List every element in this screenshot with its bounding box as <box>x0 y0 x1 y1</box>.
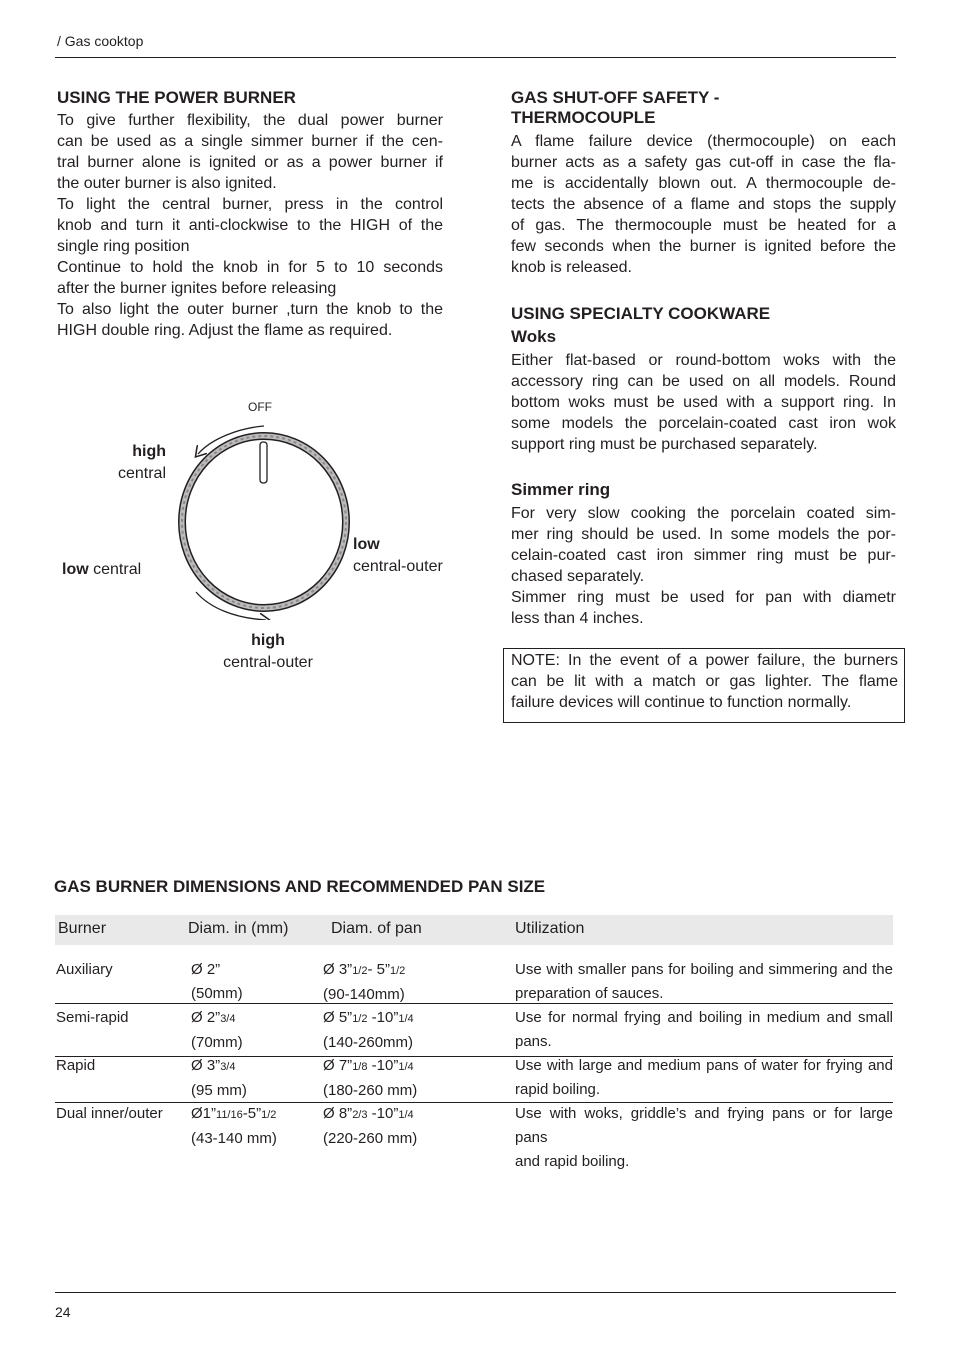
low-central-text: central <box>93 561 142 578</box>
diam-main: Ø1” <box>191 1105 217 1122</box>
safety-heading-line: THERMOCOUPLE <box>511 108 656 127</box>
utilization-line: Use with smaller pans for boiling and simmering and the <box>515 961 893 978</box>
utilization-line: and rapid boiling. <box>515 1153 630 1170</box>
utilization-line: Use for normal frying and boiling in medium and small pans. <box>515 1009 893 1050</box>
diameter-cell <box>191 1102 277 1151</box>
high-outer-text: central-outer <box>223 654 313 671</box>
diam-main: Ø 2” <box>191 961 221 978</box>
diam-main: Ø 2” <box>191 1009 221 1026</box>
pan-frac2: 1/4 <box>398 1061 414 1073</box>
text-line: tects the absence of a flame and stops the supply <box>511 196 896 213</box>
high-central-label <box>112 441 166 485</box>
text-line: knob and turn it anti-clockwise to the HIGH of the <box>57 217 443 234</box>
text-line: mer ring should be used. In some models the por- <box>511 526 896 543</box>
pan-frac2: 1/4 <box>398 1013 414 1025</box>
footer-rule <box>55 1292 896 1293</box>
pan-main: Ø 7” <box>323 1057 353 1074</box>
pan-main: Ø 8” <box>323 1105 353 1122</box>
burner-cell: Dual inner/outer <box>56 1105 163 1122</box>
diam-mm: (50mm) <box>191 985 243 1002</box>
text-line: support ring must be purchased separately. <box>511 436 818 453</box>
utilization-cell <box>515 1006 893 1054</box>
safety-heading-line: GAS SHUT-OFF SAFETY - <box>511 88 720 107</box>
pan-mm: (140-260mm) <box>323 1034 414 1051</box>
text-line: celain-coated cast iron simmer ring must be pur- <box>511 547 896 564</box>
burner-cell: Auxiliary <box>56 961 113 978</box>
utilization-line: Use with woks, griddle’s and frying pans or for large pans <box>515 1105 893 1146</box>
col-header-burner: Burner <box>58 920 107 937</box>
text-line: A flame failure device (thermocouple) on each <box>511 133 896 150</box>
pan-cell <box>323 1006 414 1055</box>
utilization-line: Use with large and medium pans of water for frying and <box>515 1057 893 1074</box>
pan-cell <box>323 958 405 1007</box>
text-line: bottom woks must be used with a support ring. In <box>511 394 896 411</box>
cookware-heading: USING SPECIALTY COOKWARE <box>511 304 771 323</box>
pan-frac2: 1/2 <box>389 965 406 977</box>
high-central-bold: high <box>132 443 166 460</box>
text-line: after the burner ignites before releasing <box>57 280 337 297</box>
text-line: me is accidentally blown out. A thermocouple de- <box>511 175 896 192</box>
pan-mm: (180-260 mm) <box>323 1082 418 1099</box>
pan-main2: -10” <box>367 1105 399 1122</box>
low-outer-label <box>353 534 443 578</box>
safety-heading <box>511 88 719 128</box>
diam-mm: (95 mm) <box>191 1082 247 1099</box>
low-outer-text: central-outer <box>353 558 443 575</box>
pan-main2: - 5” <box>367 961 390 978</box>
text-line: Simmer ring must be used for pan with diametr <box>511 589 896 606</box>
simmer-text <box>511 503 896 629</box>
diam-frac: 3/4 <box>220 1061 236 1073</box>
woks-text <box>511 350 896 455</box>
diam-frac: 3/4 <box>220 1013 236 1025</box>
row-divider <box>55 1003 893 1004</box>
pan-frac: 1/2 <box>352 965 368 977</box>
pan-mm: (220-260 mm) <box>323 1130 418 1147</box>
diam-main: Ø 3” <box>191 1057 221 1074</box>
text-line: To light the central burner, press in the control <box>57 196 443 213</box>
table-header <box>55 915 893 945</box>
utilization-cell <box>515 1054 893 1102</box>
text-line: single ring position <box>57 238 190 255</box>
text-line: few seconds when the burner is ignited before the <box>511 238 896 255</box>
low-central-label <box>62 559 141 581</box>
burner-cell: Semi-rapid <box>56 1009 129 1026</box>
burner-cell: Rapid <box>56 1057 96 1074</box>
text-line: For very slow cooking the porcelain coated sim- <box>511 505 896 522</box>
diam-mm: (70mm) <box>191 1034 243 1051</box>
diameter-cell <box>191 958 243 1006</box>
diameter-cell <box>191 1006 243 1055</box>
high-outer-bold: high <box>251 632 285 649</box>
diam-frac: 11/16 <box>216 1109 243 1121</box>
low-central-bold: low <box>62 561 89 578</box>
text-line: To also light the outer burner ,turn the knob to the <box>57 301 443 318</box>
text-line: failure devices will continue to function normally. <box>511 694 852 711</box>
pan-frac: 1/8 <box>352 1061 368 1073</box>
pan-frac2: 1/4 <box>398 1109 414 1121</box>
power-failure-note <box>503 648 905 723</box>
text-line: tral burner alone is ignited or as a power burner if <box>57 154 443 171</box>
pan-main: Ø 5” <box>323 1009 353 1026</box>
text-line: NOTE: In the event of a power failure, the burners <box>511 652 898 669</box>
text-line: less than 4 inches. <box>511 610 644 627</box>
diam-mm: (43-140 mm) <box>191 1130 277 1147</box>
text-line: burner acts as a safety gas cut-off in case the fla- <box>511 154 896 171</box>
text-line: Continue to hold the knob in for 5 to 10 seconds <box>57 259 443 276</box>
text-line: Either flat-based or round-bottom woks with the <box>511 352 896 369</box>
utilization-line: rapid boiling. <box>515 1081 601 1098</box>
pan-frac: 2/3 <box>352 1109 368 1121</box>
utilization-cell <box>515 958 893 1006</box>
text-line: some models the porcelain-coated cast iron wok <box>511 415 896 432</box>
knob-diagram <box>170 420 360 620</box>
power-burner-heading: USING THE POWER BURNER <box>57 88 296 107</box>
low-outer-bold: low <box>353 536 380 553</box>
pan-cell <box>323 1054 417 1103</box>
pan-cell <box>323 1102 417 1151</box>
text-line: chased separately. <box>511 568 645 585</box>
pan-main2: -10” <box>367 1057 399 1074</box>
text-line: can be used as a single simmer burner if the cen- <box>57 133 443 150</box>
text-line: To give further flexibility, the dual power burner <box>57 112 443 129</box>
simmer-heading: Simmer ring <box>511 480 611 499</box>
utilization-line: preparation of sauces. <box>515 985 664 1002</box>
text-line: of gas. The thermocouple must be heated for a <box>511 217 896 234</box>
diam-main2: -5” <box>242 1105 262 1122</box>
pan-main: Ø 3” <box>323 961 353 978</box>
utilization-cell <box>515 1102 893 1174</box>
diameter-cell <box>191 1054 247 1103</box>
col-header-pan: Diam. of pan <box>331 920 422 937</box>
table-title: GAS BURNER DIMENSIONS AND RECOMMENDED PAN SIZE <box>54 877 546 896</box>
text-line: can be lit with a match or gas lighter. The flame <box>511 673 898 690</box>
knob-indicator <box>260 442 267 483</box>
high-outer-label <box>219 630 317 674</box>
running-header: / Gas cooktop <box>57 33 144 49</box>
pan-main2: -10” <box>367 1009 399 1026</box>
text-line: knob is released. <box>511 259 632 276</box>
high-central-text: central <box>117 465 166 482</box>
text-line: the outer burner is also ignited. <box>57 175 277 192</box>
woks-heading: Woks <box>511 327 557 346</box>
off-label: OFF <box>248 400 272 414</box>
col-header-utilization: Utilization <box>515 920 585 937</box>
text-line: HIGH double ring. Adjust the flame as required. <box>57 322 393 339</box>
pan-frac: 1/2 <box>352 1013 368 1025</box>
safety-text <box>511 131 896 278</box>
text-line: accessory ring can be used on all models. Round <box>511 373 896 390</box>
col-header-diameter: Diam. in (mm) <box>188 920 289 937</box>
power-burner-text <box>57 110 443 341</box>
page-number: 24 <box>55 1304 71 1320</box>
header-rule <box>55 57 896 58</box>
diam-frac2: 1/2 <box>261 1109 277 1121</box>
pan-mm: (90-140mm) <box>323 986 405 1003</box>
